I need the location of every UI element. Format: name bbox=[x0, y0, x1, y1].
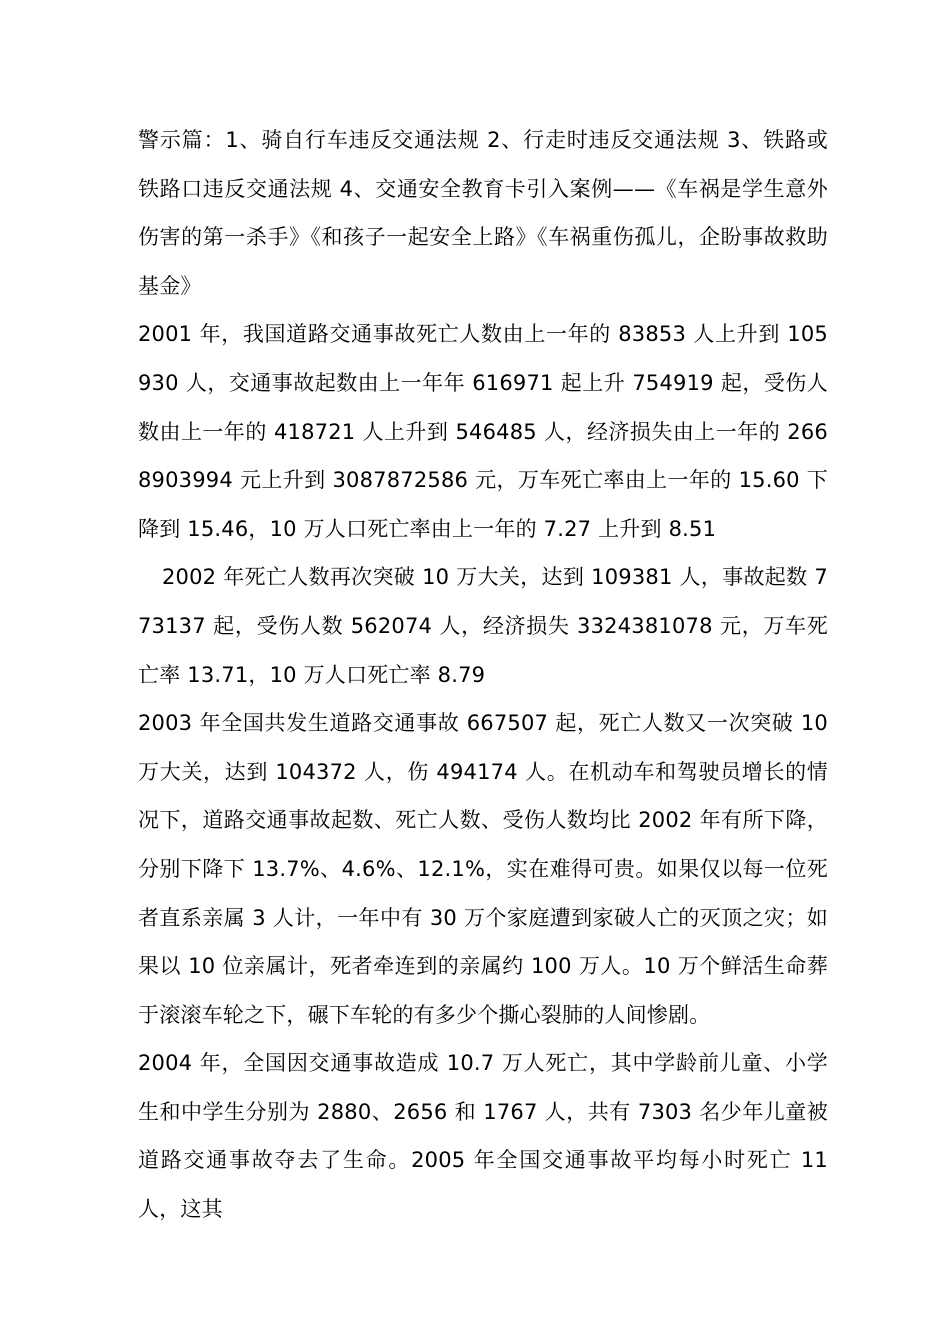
document-body bbox=[138, 116, 828, 1234]
paragraph-warning: 警示篇：1、骑自行车违反交通法规 2、行走时违反交通法规 3、铁路或铁路口违反交通法规 4、交通安全教育卡引入案例——《车祸是学生意外伤害的第一杀手》《和孩子一起安全上路》《车祸重伤孤儿，企盼事故救助基金》 bbox=[138, 128, 828, 298]
paragraph-2002: 2002 年死亡人数再次突破 10 万大关，达到 109381 人，事故起数 773137 起，受伤人数 562074 人，经济损失 3324381078 元，万车死亡率 13.71，10 万人口死亡率 8.79 bbox=[138, 565, 828, 687]
paragraph-2003: 2003 年全国共发生道路交通事故 667507 起，死亡人数又一次突破 10 万大关，达到 104372 人，伤 494174 人。在机动车和驾驶员增长的情况下，道路交通事故起数、死亡人数、受伤人数均比 2002 年有所下降，分别下降下 13.7%、4.6%、12.1%，实在难得可贵。如果仅以每一位死者直系亲属 3 人计，一年中有 30 万个家庭遭到家破人亡的灭顶之灾；如果以 10 位亲属计，死者牵连到的亲属约 100 万人。10 万个鲜活生命葬于滚滚车轮之下，碾下车轮的有多少个撕心裂肺的人间惨剧。 bbox=[138, 711, 828, 1027]
paragraph-2001: 2001 年，我国道路交通事故死亡人数由上一年的 83853 人上升到 105930 人，交通事故起数由上一年年 616971 起上升 754919 起，受伤人数由上一年的 418721 人上升到 546485 人，经济损失由上一年的 2668903994 元上升到 3087872586 元，万车死亡率由上一年的 15.60 下降到 15.46，10 万人口死亡率由上一年的 7.27 上升到 8.51 bbox=[138, 322, 828, 541]
paragraph-2004: 2004 年，全国因交通事故造成 10.7 万人死亡，其中学龄前儿童、小学生和中学生分别为 2880、2656 和 1767 人，共有 7303 名少年儿童被道路交通事故夺去了生命。2005 年全国交通事故平均每小时死亡 11 人，这其 bbox=[138, 1051, 828, 1222]
